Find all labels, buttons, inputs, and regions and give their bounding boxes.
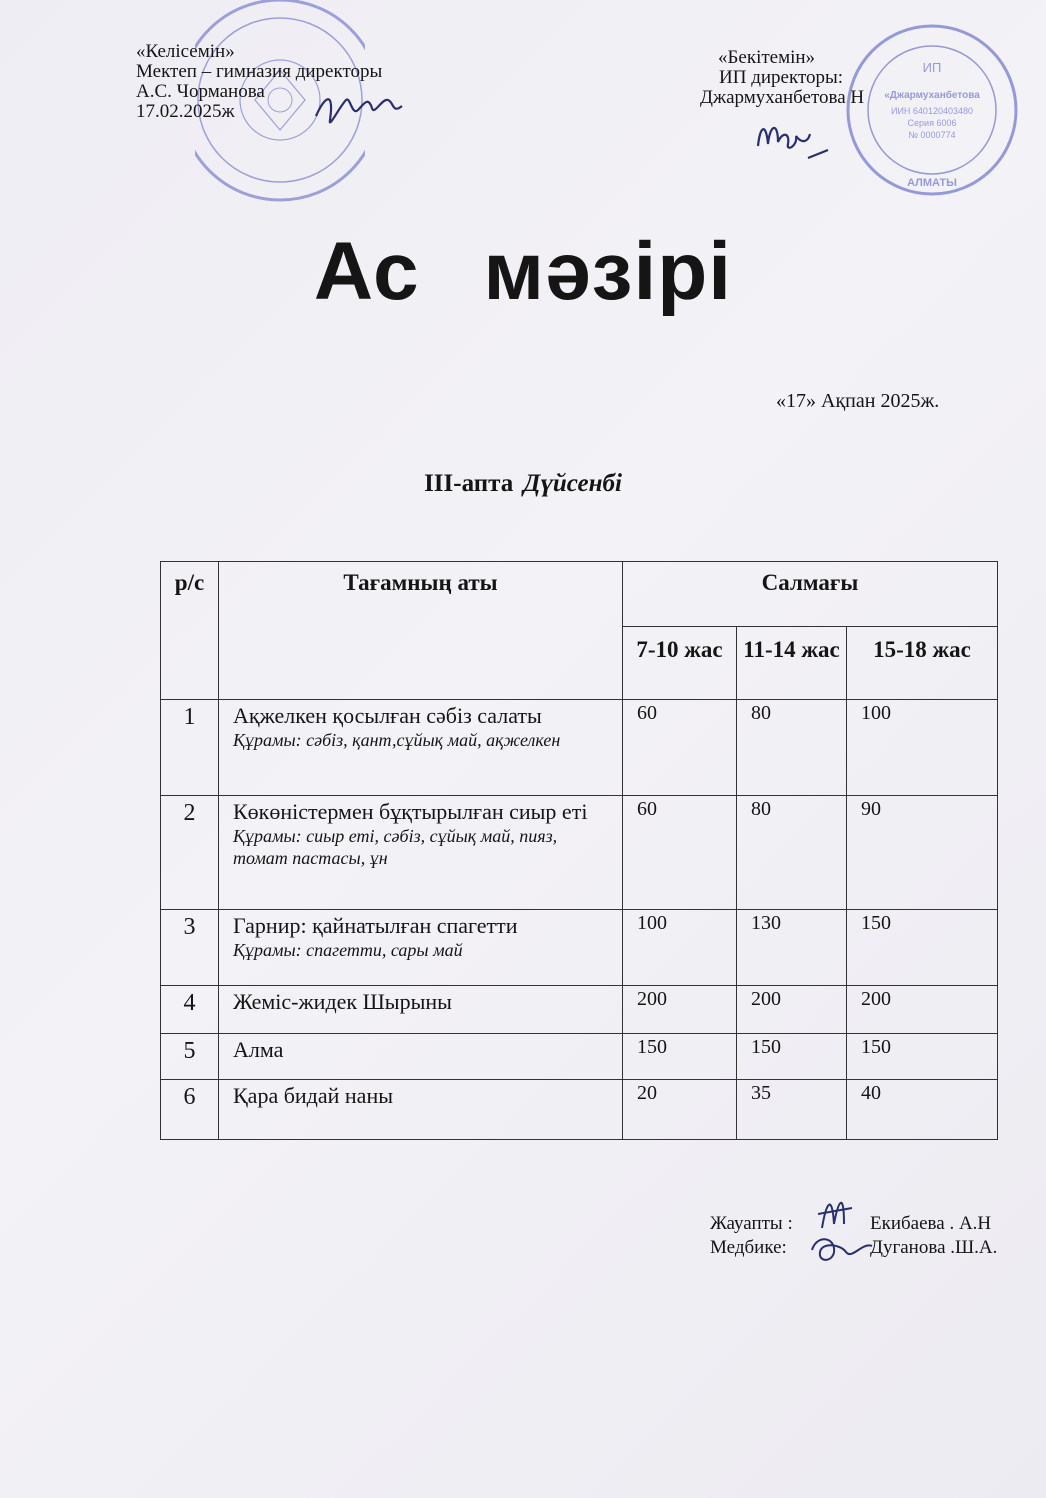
col-header-age-3: 15-18 жас xyxy=(847,627,998,700)
stamp-center-top: ИП xyxy=(922,60,942,75)
nurse-name: Дуганова .Ш.А. xyxy=(870,1237,998,1258)
weight-age-1: 200 xyxy=(623,986,737,1034)
table-row xyxy=(161,1034,998,1080)
stamp-center-inn: ИИН 640120403480 xyxy=(890,106,974,116)
row-dish-cell xyxy=(219,1034,623,1080)
dish-composition: Құрамы: спагетти, сары май xyxy=(233,940,463,960)
stamp-bottom-city: АЛМАТЫ xyxy=(907,177,957,189)
dish-composition: Құрамы: сәбіз, қант,сұйық май, ақжелкен xyxy=(233,730,561,750)
responsible-signature xyxy=(814,1184,860,1238)
weight-age-3: 200 xyxy=(847,986,998,1034)
table-row xyxy=(161,986,998,1034)
dish-name: Қара бидай наны xyxy=(233,1083,393,1108)
weight-age-1: 60 xyxy=(623,700,737,796)
row-num: 6 xyxy=(161,1080,219,1140)
weight-age-3: 90 xyxy=(847,796,998,910)
approval-left-line3: А.С. Чорманова xyxy=(136,81,265,102)
day-label: Дүйсенбі xyxy=(523,470,622,497)
dish-name: Гарнир: қайнатылған спагетти xyxy=(233,913,518,938)
approval-right-line1: «Бекітемін» xyxy=(718,47,816,68)
row-dish-cell xyxy=(219,986,623,1034)
row-dish-cell xyxy=(219,910,623,986)
col-header-num: р/с xyxy=(161,562,219,700)
stamp-center-name: «Джармуханбетова xyxy=(884,90,980,101)
responsible-name: Екибаева . А.Н xyxy=(870,1213,992,1234)
weight-age-1: 150 xyxy=(623,1034,737,1080)
table-header-row xyxy=(161,562,998,627)
approval-left-line1: «Келісемін» xyxy=(136,41,235,62)
row-num: 4 xyxy=(161,986,219,1034)
week-label: ІІІ-апта xyxy=(424,470,514,497)
weight-age-1: 100 xyxy=(623,910,737,986)
weight-age-3: 150 xyxy=(847,910,998,986)
nurse-label: Медбике: xyxy=(710,1237,787,1258)
row-dish-cell xyxy=(219,700,623,796)
table-row xyxy=(161,1080,998,1140)
director-signature-left xyxy=(312,86,408,134)
director-signature-right xyxy=(752,112,842,164)
company-seal-stamp xyxy=(845,20,1020,200)
approval-right-line2: ИП директоры: xyxy=(719,67,844,88)
weight-age-3: 40 xyxy=(847,1080,998,1140)
row-num: 2 xyxy=(161,796,219,910)
dish-name: Алма xyxy=(233,1037,284,1062)
weight-age-3: 150 xyxy=(847,1034,998,1080)
stamp-center-no: № 0000774 xyxy=(908,130,956,140)
col-header-age-1: 7-10 жас xyxy=(623,627,737,700)
stamp-center-series: Серия 6006 xyxy=(907,118,957,128)
menu-date: «17» Ақпан 2025ж. xyxy=(776,390,940,412)
col-header-weight: Салмағы xyxy=(623,562,998,627)
approval-left-line4: 17.02.2025ж xyxy=(136,101,235,122)
row-dish-cell xyxy=(219,796,623,910)
dish-composition: Құрамы: сиыр еті, сәбіз, сұйық май, пияз, томат пастасы, ұн xyxy=(233,826,558,868)
weight-age-2: 150 xyxy=(737,1034,847,1080)
row-num: 1 xyxy=(161,700,219,796)
row-dish-cell xyxy=(219,1080,623,1140)
table-row xyxy=(161,796,998,910)
page-title: Ас мәзірі xyxy=(313,226,733,317)
table-row xyxy=(161,700,998,796)
col-header-name: Тағамның аты xyxy=(219,562,623,700)
weight-age-1: 20 xyxy=(623,1080,737,1140)
approval-block-right xyxy=(700,48,864,108)
responsible-label: Жауапты : xyxy=(710,1213,793,1234)
nurse-signature xyxy=(806,1232,876,1268)
weight-age-2: 80 xyxy=(737,796,847,910)
weight-age-2: 200 xyxy=(737,986,847,1034)
table-row xyxy=(161,910,998,986)
approval-left-line2: Мектеп – гимназия директоры xyxy=(136,61,383,82)
dish-name: Жеміс-жидек Шырыны xyxy=(233,989,452,1014)
weight-age-1: 60 xyxy=(623,796,737,910)
weight-age-2: 130 xyxy=(737,910,847,986)
col-header-age-2: 11-14 жас xyxy=(737,627,847,700)
weight-age-2: 35 xyxy=(737,1080,847,1140)
row-num: 3 xyxy=(161,910,219,986)
menu-table xyxy=(160,561,998,1140)
week-day-heading xyxy=(0,470,1046,498)
weight-age-3: 100 xyxy=(847,700,998,796)
weight-age-2: 80 xyxy=(737,700,847,796)
dish-name: Көкөністермен бұқтырылған сиыр еті xyxy=(233,799,588,824)
row-num: 5 xyxy=(161,1034,219,1080)
dish-name: Ақжелкен қосылған сәбіз салаты xyxy=(233,703,542,728)
approval-right-line3: Джармуханбетова Н xyxy=(700,87,865,108)
